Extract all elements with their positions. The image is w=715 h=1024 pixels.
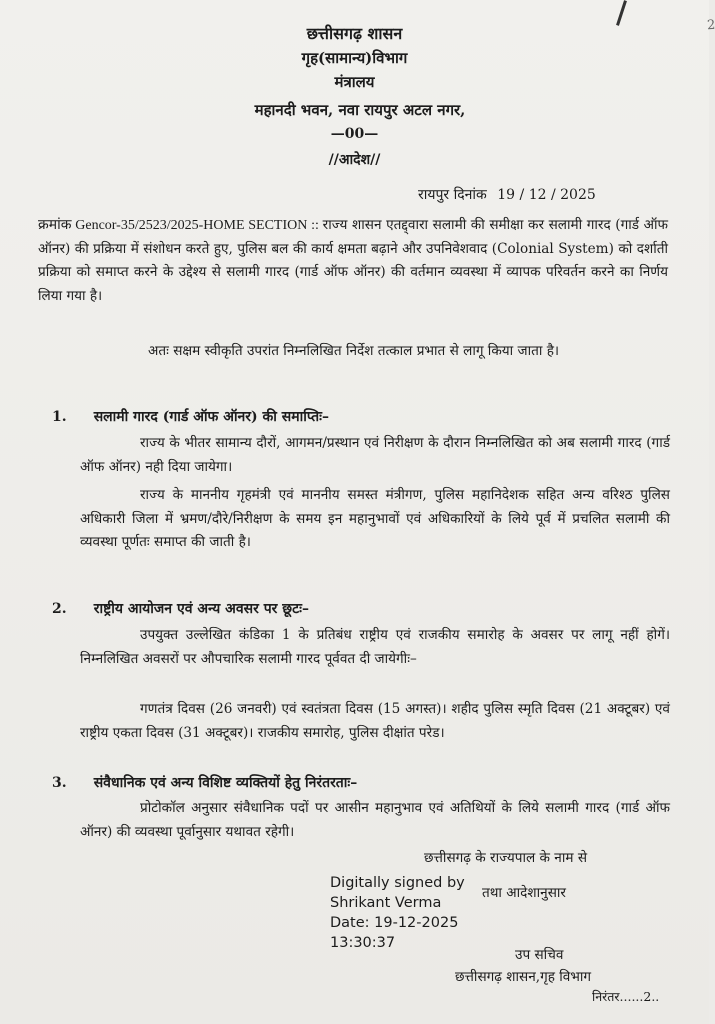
date-line: [418, 185, 596, 204]
department-line: छत्तीसगढ़ शासन,गृह विभाग: [455, 969, 592, 985]
corner-stamp: 2: [706, 17, 715, 34]
intro-paragraph: [38, 214, 668, 308]
intro-ref: क्रमांक Gencor-35/2523/2025-HOME SECTION ::: [38, 218, 323, 233]
header-ministry: मंत्रालय: [334, 73, 375, 91]
intro-paragraph-2: अतः सक्षम स्वीकृति उपरांत निम्नलिखित निर्देश तत्काल प्रभात से लागू किया जाता है।: [148, 343, 560, 359]
section-3-heading: [52, 772, 357, 792]
continue-marker: निरंतर......2..: [592, 989, 660, 1004]
section-1-number: 1.: [52, 409, 67, 425]
intro-text: राज्य शासन एतद्द्वारा सलामी की समीक्षा कर सलामी गारद (गार्ड ऑफ ऑनर) की प्रक्रिया में संशोधन करते हुए, पुलिस बल की कार्य क्षमता बढ़ाने और उपनिवेशवाद (Colonial System) को दर्शाती प्रक्रिया को समाप्त करने के उद्देश्य से सलामी गारद (गार्ड ऑफ ऑनर) की वर्तमान व्यवस्था में व्यापक परिवर्तन करने का निर्णय लिया गया है।: [38, 217, 669, 304]
order-title: //आदेश//: [328, 152, 381, 168]
section-2-title: राष्ट्रीय आयोजन एवं अन्य अवसर पर छूटः–: [93, 601, 309, 617]
date-value: 19 / 12 / 2025: [497, 187, 596, 203]
section-1-heading: [52, 406, 329, 426]
header-separator: —00—: [330, 126, 379, 142]
section-1-title: सलामी गारद (गार्ड ऑफ ऑनर) की समाप्तिः–: [93, 409, 329, 425]
header-address: महानदी भवन, नवा रायपुर अटल नगर,: [254, 101, 466, 119]
section-1-para-2: राज्य के माननीय गृहमंत्री एवं माननीय समस्त मंत्रीगण, पुलिस महानिदेशक सहित अन्य वरिश्ठ पुलिस अधिकारी जिला में भ्रमण/दौरे/निरीक्षण के समय इन महानुभावों एवं अधिकारियों के लिये पूर्व में प्रचलित सलामी की व्यवस्था पूर्णतः समाप्त की जाती है।: [80, 487, 670, 550]
section-2-number: 2.: [52, 601, 67, 617]
date-place-label: रायपुर दिनांक: [418, 187, 487, 203]
section-2-para-2: गणतंत्र दिवस (26 जनवरी) एवं स्वतंत्रता दिवस (15 अगस्त)। शहीद पुलिस स्मृति दिवस (21 अक्टूबर) एवं राष्ट्रीय एकता दिवस (31 अक्टूबर)। राजकीय समारोह, पुलिस दीक्षांत परेड।: [80, 701, 670, 741]
signature-line-1: Digitally signed by: [330, 875, 465, 891]
section-1-para-1: राज्य के भीतर सामान्य दौरों, आगमन/प्रस्थान एवं निरीक्षण के दौरान निम्नलिखित को अब सलामी गारद (गार्ड ऑफ ऑनर) नही दिया जायेगा।: [80, 435, 670, 475]
header-department: गृह(सामान्य)विभाग: [301, 49, 408, 67]
digital-signature: [330, 873, 465, 953]
section-2-para-1: उपयुक्त उल्लेखित कंडिका 1 के प्रतिबंध राष्ट्रीय एवं राजकीय समारोह के अवसर पर लागू नहीं होगें। निम्नलिखित अवसरों पर औपचारिक सलामी गारद पूर्ववत दी जायेगीः–: [80, 627, 670, 667]
section-2-heading: [52, 598, 309, 618]
section-3-title: संवैधानिक एवं अन्य विशिष्ट व्यक्तियों हेतु निरंतरताः–: [93, 775, 358, 791]
signature-line-4: 13:30:37: [330, 935, 396, 951]
signature-line-3: Date: 19-12-2025: [330, 915, 459, 931]
section-3-number: 3.: [52, 775, 67, 791]
order-line: तथा आदेशानुसार: [482, 885, 566, 901]
header-govt: छत्तीसगढ़ शासन: [306, 24, 403, 43]
section-3-para-1: प्रोटोकॉल अनुसार संवैधानिक पदों पर आसीन महानुभाव एवं अतिथियों के लिये सलामी गारद (गार्ड ऑफ ऑनर) की व्यवस्था पूर्वानुसार यथावत रहेगी।: [80, 800, 670, 840]
signature-line-2: Shrikant Verma: [330, 895, 442, 911]
governor-line: छत्तीसगढ़ के राज्यपाल के नाम से: [424, 850, 588, 866]
designation: उप सचिव: [515, 947, 564, 963]
